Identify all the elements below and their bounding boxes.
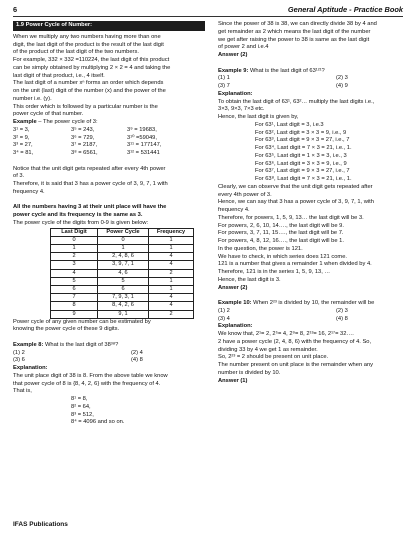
table-cell: 3, 9, 7, 1 [98, 261, 149, 269]
option: (4) 9 [336, 83, 348, 89]
table-cell: 1 [51, 244, 98, 252]
example-8-options [13, 350, 205, 366]
table-row [51, 310, 194, 318]
example-label: Example 9: [218, 67, 249, 74]
text-line: on the unit (last) digit of the number (x) and the power of the [13, 88, 166, 94]
explanation-label: Explanation: [218, 323, 253, 330]
table-row [51, 302, 194, 310]
text-line: number is divided by 10. [218, 369, 281, 376]
table-cell: 2 [149, 310, 194, 318]
text-line: frequency 4. [218, 207, 250, 213]
text-line: Notice that the unit digit gets repeated after every 4th power [13, 165, 166, 172]
table-cell: 4 [149, 253, 194, 261]
text-line: every 4th power of 3. [218, 191, 272, 198]
step-line: For 63⁶, Last digit = 3 × 3 = 9, i.e., 9 [255, 160, 347, 167]
text-line: Hence, we can say that 3 has a power cycle of 3, 9, 7, 1, with [218, 199, 374, 206]
text-line: frequency 4. [13, 188, 45, 195]
text-line: Clearly, we can observe that the unit digit gets repeated after [218, 183, 373, 190]
text-line: digit, the last digit of the product is the result of the last digit [13, 41, 164, 48]
step-line: For 63², Last digit = 3 × 3 = 9, i.e., 9 [255, 129, 347, 136]
text-line: The number present on unit place is the remainder when any [218, 362, 374, 368]
section-heading: 1.9 Power Cycle of Number: [13, 21, 205, 31]
table-cell: 4 [149, 261, 194, 269]
power-line: 8⁴ = 4096 and so on. [71, 419, 125, 426]
power-cell: 3⁵ = 243, [71, 126, 95, 133]
step-line: For 63⁸, Last digit = 7 × 3 = 21, i.e., 1. [255, 176, 352, 182]
table-cell: 5 [51, 277, 98, 285]
table-cell: 2 [51, 253, 98, 261]
option: (1) 2 [218, 307, 230, 314]
explanation-label: Explanation: [218, 90, 253, 97]
table-row [51, 253, 194, 261]
step-line: For 63⁴, Last digit = 7 × 3 = 21, i.e., 1. [255, 145, 352, 151]
power-cell: 3⁶ = 729, [71, 134, 95, 141]
example-8-question [13, 342, 205, 350]
text-line: The last digit of a number xⁿ forms an order which depends [13, 80, 164, 87]
text-line: When we multiply any two numbers having more than one [13, 33, 161, 40]
example-text: When 2²³ is divided by 10, the remainder will be [251, 300, 375, 306]
table-cell: 8 [51, 302, 98, 310]
text-line: We know that, 2¹= 2, 2⁵= 4, 2⁹= 8, 2¹³= 16, 2¹⁷= 32…. [218, 331, 354, 337]
table-cell: 9 [51, 310, 98, 318]
table-cell: 0 [98, 236, 149, 244]
text-line: For powers, 2, 6, 10, 14…., the last digit will be 9. [218, 222, 344, 229]
option: (1) 2 [13, 349, 25, 356]
text-line: Hence, the last digit is 3. [218, 276, 281, 283]
text-line: we get after raising the power to 38 is same as the last digit [218, 36, 370, 43]
text-line: 121 is a number that gives a remainder 1 when divided by 4. [218, 261, 372, 268]
example-9-options [218, 75, 406, 91]
page-header [13, 5, 403, 17]
text-line: For powers, 3, 7, 11, 15…., the last digit will be 7. [218, 230, 344, 237]
table-cell: 4, 6 [98, 269, 149, 277]
table-cell: 3 [51, 261, 98, 269]
option: (2) 3 [336, 75, 348, 82]
power-cell: 3² = 9, [13, 134, 30, 141]
table-cell: 4 [149, 302, 194, 310]
text-line: That is, [13, 388, 32, 395]
text-line: can be simply obtained by multiplying 2 × 2 = 4 and taking the [13, 64, 171, 71]
table-intro: The power cycle of the digits from 0-9 is given below: [13, 219, 149, 226]
step-line: For 63³, Last digit = 9 × 3 = 27, i.e., 7 [255, 137, 350, 144]
table-row [51, 285, 194, 293]
answer-8: Answer (2) [218, 52, 248, 58]
power-cell: 3¹ = 3, [13, 126, 30, 133]
text-line: The unit place digit of 38 is 8. From the above table we know [13, 372, 168, 379]
intro-paragraph [13, 34, 205, 119]
table-row [51, 244, 194, 252]
table-header-row [51, 228, 194, 236]
table-cell: 1 [98, 244, 149, 252]
page-number: 6 [13, 5, 18, 14]
power-cell: 3¹⁰ =59049, [127, 134, 157, 141]
option: (3) 7 [218, 83, 230, 89]
table-cell: 1 [149, 236, 194, 244]
right-column [218, 21, 406, 385]
power-cell: 3⁴ = 81, [13, 150, 34, 156]
text-line: Therefore, 121 is in the series 1, 5, 9, 13, … [218, 269, 331, 275]
bold-statement-line: power cycle and its frequency is the same as 3. [13, 212, 143, 218]
text-line: power cycle of that number. [13, 111, 84, 118]
table-cell: 5 [98, 277, 149, 285]
text-line: dividing 33 by 4 we get 1 as remainder. [218, 346, 318, 353]
option: (3) 6 [13, 357, 25, 364]
text-line: last digit of that product, i.e., 4 itself. [13, 72, 105, 79]
table-cell: 1 [149, 285, 194, 293]
table-cell: 1 [149, 244, 194, 252]
power-cycle-table [50, 228, 194, 319]
table-cell: 7, 9, 3, 1 [98, 294, 149, 302]
book-title: General Aptitude - Practice Book [287, 5, 403, 14]
option: (1) 1 [218, 75, 230, 82]
table-row [51, 236, 194, 244]
example-label: Example 8: [13, 341, 44, 348]
table-cell: 4 [51, 269, 98, 277]
text-line: 3×3, 9×3, 7×3 etc. [218, 106, 265, 113]
power-line: 8² = 64, [71, 403, 91, 410]
table-cell: 1 [149, 277, 194, 285]
example-10-options [218, 308, 406, 324]
table-row [51, 277, 194, 285]
text-line: Since the power of 38 is 38, we can directly divide 38 by 4 and [218, 21, 377, 27]
text-line: number i.e. (y). [13, 95, 52, 102]
power-cell: 3⁷ = 2187, [71, 142, 98, 149]
option: (2) 4 [131, 349, 143, 356]
text-line: Therefore, for powers, 1, 5, 9, 13… the last digit will be 3. [218, 214, 364, 221]
table-cell: 2 [149, 269, 194, 277]
step-line: For 63¹, Last digit = 3, i.e.3 [255, 121, 324, 128]
text-line: of the product of the last digit of the two numbers. [13, 49, 139, 56]
example-text: What is the last digit of 63¹²¹? [248, 67, 325, 74]
example-9-question [218, 68, 406, 76]
step-line: For 63⁷, Last digit = 9 × 3 = 27, i.e., 7 [255, 168, 350, 175]
example-label: Example 10: [218, 300, 252, 306]
text-line: Power cycle of any given number can be estimated by [13, 318, 151, 325]
table-cell: 7 [51, 294, 98, 302]
example-text: – The power cycle of 3: [36, 119, 98, 125]
power-line: 8³ = 512, [71, 411, 94, 418]
text-line: For powers, 4, 8, 12, 16…., the last digit will be 1. [218, 238, 344, 244]
powers-grid [13, 127, 205, 158]
power-cell: 3¹¹ = 177147, [127, 142, 162, 149]
text-line: For example, 332 × 332 =110224, the last digit of this product [13, 57, 170, 63]
table-cell: 6 [51, 285, 98, 293]
table-header-cell: Last Digit [51, 228, 98, 236]
text-line: of 3. [13, 173, 25, 180]
table-cell: 8, 4, 2, 6 [98, 302, 149, 310]
option: (2) 3 [336, 307, 348, 314]
answer-10: Answer (1) [218, 377, 248, 384]
text-line: To obtain the last digit of 63¹, 63²… multiply the last digits i.e., [218, 98, 375, 105]
explanation-label: Explanation: [13, 365, 48, 372]
table-header-cell: Power Cycle [98, 228, 149, 236]
text-line: 2 have a power cycle (2, 4, 8, 6) with the frequency of 4. So, [218, 338, 372, 345]
power-cell: 3⁹ = 19683, [127, 126, 157, 133]
text-line: Therefore, it is said that 3 has a power cycle of 3, 9, 7, 1 with [13, 181, 168, 187]
power-line: 8¹ = 8, [71, 396, 88, 403]
example-line [13, 119, 205, 127]
table-cell: 9, 1 [98, 310, 149, 318]
step-line: For 63⁵, Last digit = 1 × 3 = 3, i.e., 3 [255, 152, 347, 159]
table-cell: 2, 4, 8, 6 [98, 253, 149, 261]
answer-9: Answer (2) [218, 284, 248, 291]
text-line: In the question, the power is 121. [218, 245, 303, 252]
power-cell: 3⁸ = 6561, [71, 150, 98, 156]
publisher-footer: IFAS Publications [13, 521, 68, 528]
left-column [13, 21, 205, 427]
example-text: What is the last digit of 38³⁸? [43, 341, 119, 348]
option: (4) 8 [131, 357, 143, 364]
text-line: that power cycle of 8 is {8, 4, 2, 6} with the frequency of 4. [13, 380, 161, 387]
table-row [51, 269, 194, 277]
table-row [51, 294, 194, 302]
text-line: So, 2²³ = 2 should be present on unit place. [218, 354, 329, 361]
option: (3) 4 [218, 315, 230, 322]
text-line: get remainder as 2 which means the last digit of the number [218, 28, 371, 35]
bold-statement-line: All the numbers having 3 at their unit place will have the [13, 204, 167, 211]
text-line: This order which is followed by a particular number is the [13, 103, 158, 110]
text-line: knowing the power cycle of these 9 digits. [13, 326, 120, 333]
table-cell: 6 [98, 285, 149, 293]
power-cell: 3³ = 27, [13, 142, 33, 149]
text-line: of power 2 and i.e.4 [218, 44, 269, 51]
table-header-cell: Frequency [149, 228, 194, 236]
table-cell: 0 [51, 236, 98, 244]
power-cell: 3¹² = 531441 [127, 150, 160, 156]
example-10-question [218, 300, 406, 308]
text-line: Hence, the last digit is given by, [218, 114, 299, 120]
text-line: We have to check, in which series does 121 come. [218, 253, 348, 260]
option: (4) 8 [336, 315, 348, 322]
table-cell: 4 [149, 294, 194, 302]
table-row [51, 261, 194, 269]
example-label: Example [13, 119, 37, 125]
